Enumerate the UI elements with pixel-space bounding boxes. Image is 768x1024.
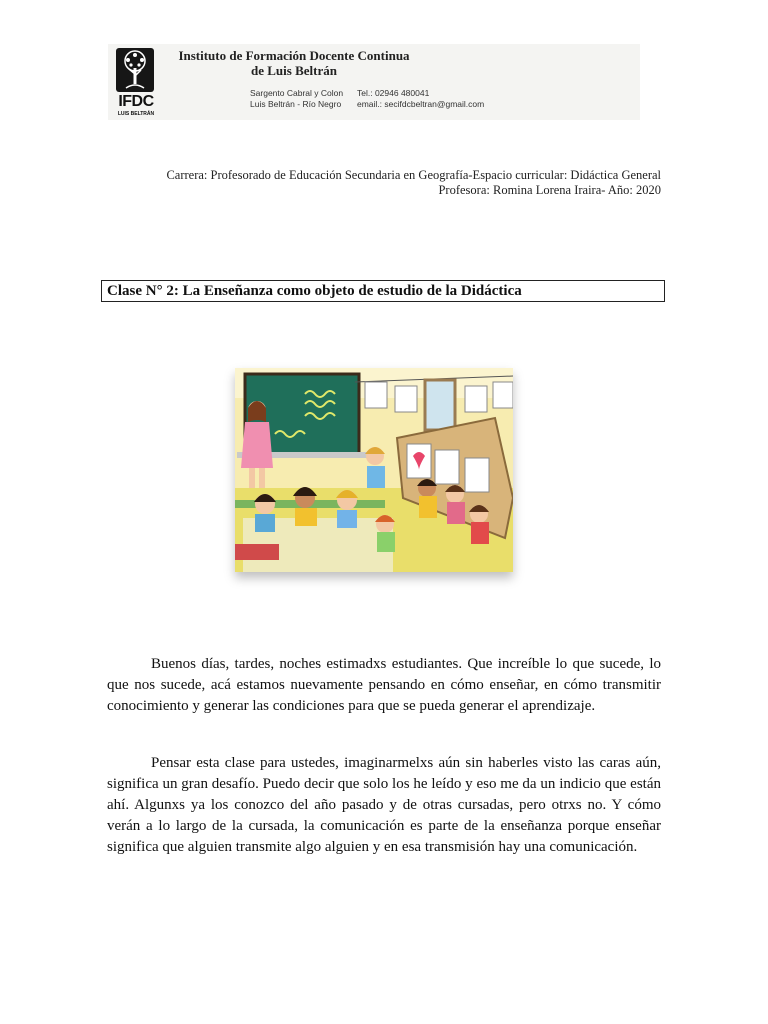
institution-name xyxy=(164,48,424,78)
contact-info xyxy=(357,88,484,110)
paragraph-2: Pensar esta clase para ustedes, imaginarmelxs aún sin haberles visto las caras aún, significa un gran desafío. Puedo decir que solo los he leído y eso me da un indicio que están ahí. Algunxs ya los conozco del año pasado y de otras cursadas, pero otrxs no. Y cómo verán a lo largo de la cursada, la comunicación es parte de la enseñanza porque enseñar significa que alguien transmite algo alguien y en esa transmisión hay una comunicación. xyxy=(107,755,661,855)
institution-line-2: de Luis Beltrán xyxy=(251,63,337,78)
class-title: Clase N° 2: La Enseñanza como objeto de estudio de la Didáctica xyxy=(107,283,522,299)
address-line-2: Luis Beltrán - Río Negro xyxy=(250,99,342,109)
ifdc-logo xyxy=(112,48,158,120)
course-meta xyxy=(166,168,661,198)
tree-icon xyxy=(116,48,154,92)
paragraph-1: Buenos días, tardes, noches estimadxs estudiantes. Que increíble lo que sucede, lo que nos sucede, acá estamos nuevamente pensando en cómo enseñar, en cómo transmitir conocimiento y generar las condiciones para que se pueda generar el aprendizaje. xyxy=(107,656,661,714)
logo-subtext: LUIS BELTRÁN xyxy=(117,111,155,117)
career-line: Carrera: Profesorado de Educación Secundaria en Geografía-Espacio curricular: Didáctica General xyxy=(166,168,661,182)
address xyxy=(250,88,343,110)
email-text: email.: secifdcbeltran@gmail.com xyxy=(357,99,485,109)
phone-text: Tel.: 02946 480041 xyxy=(357,88,430,98)
class-title-box xyxy=(101,280,665,302)
professor-line: Profesora: Romina Lorena Iraira- Año: 2020 xyxy=(438,183,661,197)
letterhead xyxy=(108,44,640,120)
classroom-illustration xyxy=(235,368,513,572)
institution-line-1: Instituto de Formación Docente Continua xyxy=(178,48,410,63)
logo-text: IFDC xyxy=(118,93,154,110)
address-line-1: Sargento Cabral y Colon xyxy=(250,88,344,98)
